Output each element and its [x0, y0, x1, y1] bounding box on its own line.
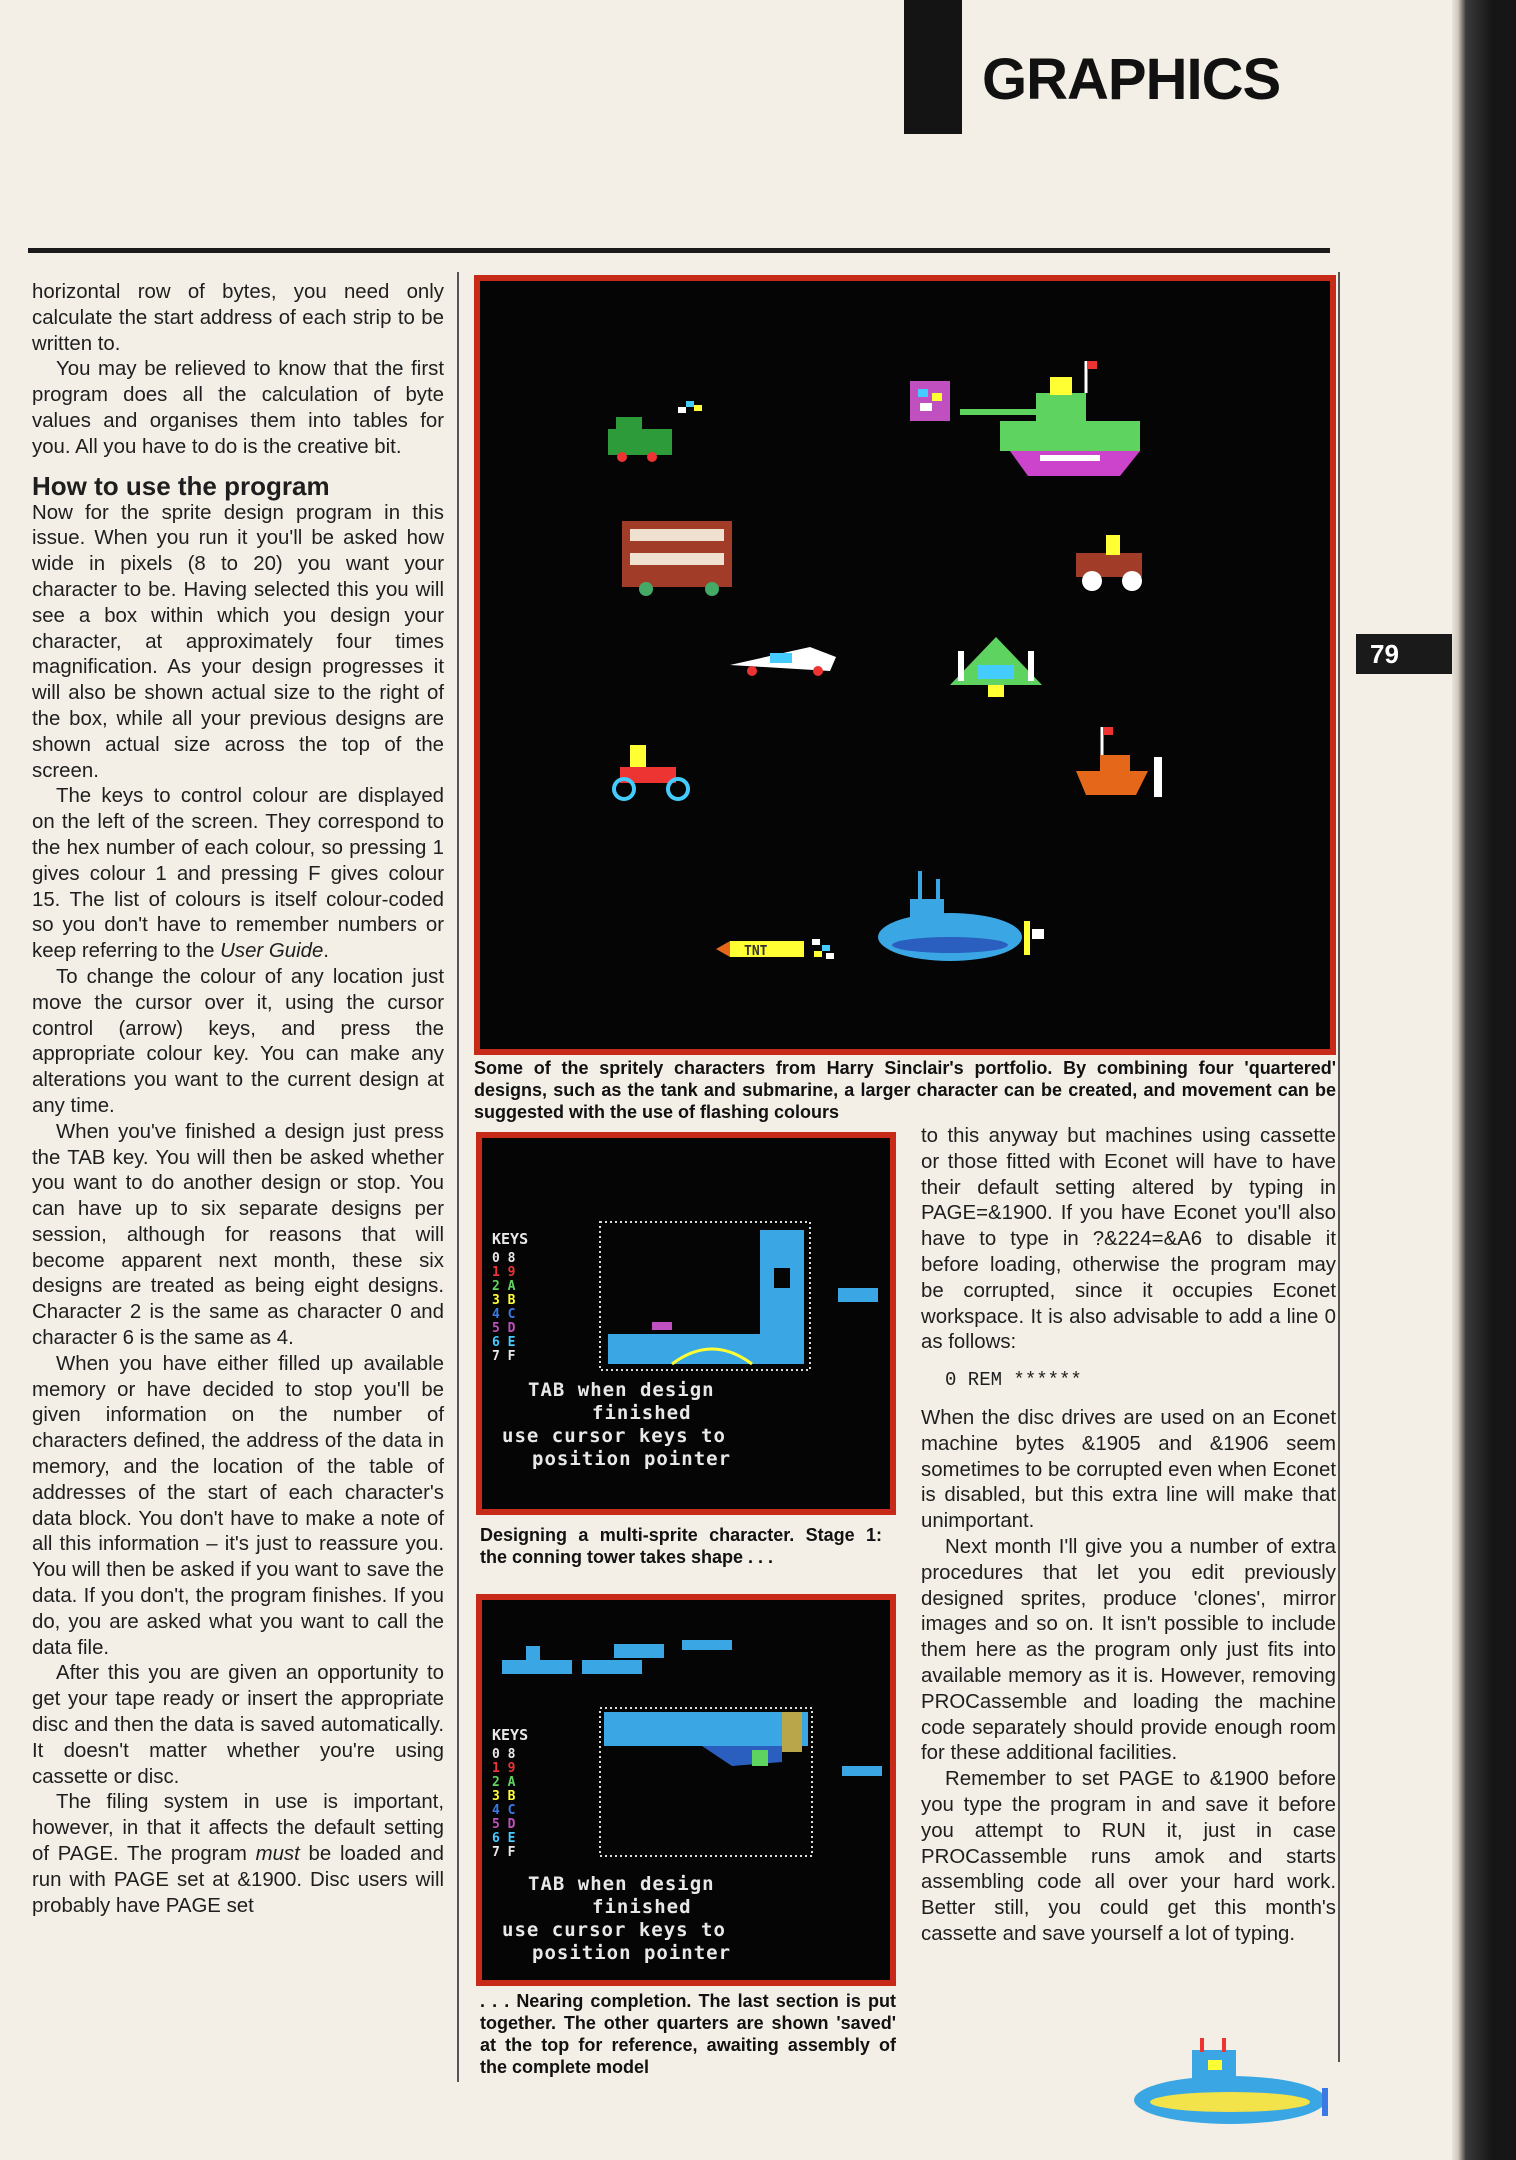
- smoke-burst-sprite: [910, 381, 950, 421]
- svg-text:0 8: 0 8: [492, 1747, 516, 1762]
- sprite-portfolio-screenshot: [474, 275, 1336, 1055]
- page-number: 79: [1356, 634, 1452, 674]
- cursor-instruction-line2: position pointer: [532, 1942, 732, 1964]
- motorbike-sprite: [614, 745, 688, 799]
- column-divider-right: [1338, 272, 1340, 2062]
- design-screen-stage1: [476, 1132, 896, 1515]
- svg-text:0 8: 0 8: [492, 1251, 516, 1266]
- header-rule: [28, 248, 1330, 253]
- main-figure-caption: Some of the spritely characters from Harry Sinclair's portfolio. By combining four 'quartered' designs, such as the tank and submarine, a larger character can be created, and movement can be suggested with the use of flashing colours: [474, 1058, 1336, 1122]
- stage1-caption: Designing a multi-sprite character. Stage 1: the conning tower takes shape . . .: [480, 1525, 882, 1567]
- header-black-bar: [904, 0, 962, 134]
- svg-text:6 E: 6 E: [492, 1335, 516, 1350]
- svg-text:6 E: 6 E: [492, 1831, 516, 1846]
- tab-instruction-line2: finished: [592, 1896, 692, 1918]
- design-screen-stage2: [476, 1594, 896, 1986]
- svg-text:5 D: 5 D: [492, 1817, 516, 1832]
- svg-text:5 D: 5 D: [492, 1321, 516, 1336]
- column-divider-left: [457, 272, 459, 2082]
- cursor-instruction-line1: use cursor keys to: [502, 1919, 726, 1941]
- svg-text:3 B: 3 B: [492, 1789, 516, 1804]
- code-line: 0 REM ******: [945, 1369, 1082, 1392]
- paragraph: to this anyway but machines using cassette or those fitted with Econet will have to have their default setting altered by typing in PAGE=&1900. If you have Econet you'll also have to type in ?&224=&A6 to disable it before loading, otherwise the program may be corrupted, since it occupies Econet workspace. It is also advisable to add a line 0 as follows:: [921, 1125, 1336, 1354]
- submarine-illustration: [1126, 2030, 1348, 2130]
- paragraph: When the disc drives are used on an Econet machine bytes &1905 and &1906 seem sometimes to be corrupted even when Econet is disabled, but this extra line will make that unimportant.: [921, 1406, 1336, 1533]
- paragraph: Remember to set PAGE to &1900 before you type the program in and save it before you attempt to RUN it, just in case PROCassemble runs amok and starts assembling code all over your hard work. Better still, you could get this month's cassette and save yourself a lot of typing.: [921, 1768, 1336, 1945]
- paragraph: When you have either filled up available memory or have decided to stop you'll be given information on the number of characters defined, the address of the data in memory, and the location of the table of addresses of the start of each character's data block. You don't have to make a note of all this information – it's just to reassure you. You will then be asked if you want to save the data. If you don't, the program finishes. If you do, you are asked what you want to call the data file.: [32, 1352, 444, 1659]
- tank-sprite: [960, 361, 1140, 476]
- boat-sprite: [1076, 727, 1162, 797]
- paragraph: To change the colour of any location just move the cursor over it, using the cursor control (arrow) keys, and press the appropriate colour key. You can make any alterations you want to the current design at any time.: [32, 965, 444, 1117]
- paragraph: horizontal row of bytes, you need only calculate the start address of each strip to be written to.: [32, 281, 444, 355]
- svg-text:4 C: 4 C: [492, 1803, 516, 1818]
- svg-text:1 9: 1 9: [492, 1761, 516, 1776]
- tab-instruction-line1: TAB when design: [528, 1873, 715, 1895]
- section-title: GRAPHICS: [982, 47, 1281, 112]
- svg-text:1 9: 1 9: [492, 1265, 516, 1280]
- bus-sprite: [622, 521, 732, 596]
- tab-instruction-line2: finished: [592, 1402, 692, 1424]
- svg-text:2 A: 2 A: [492, 1775, 516, 1790]
- svg-text:7 F: 7 F: [492, 1349, 516, 1364]
- svg-text:7 F: 7 F: [492, 1845, 516, 1860]
- text-column-left: [32, 280, 444, 1919]
- svg-text:3 B: 3 B: [492, 1293, 516, 1308]
- svg-text:4 C: 4 C: [492, 1307, 516, 1322]
- cursor-instruction-line2: position pointer: [532, 1448, 732, 1470]
- stage2-caption: . . . Nearing completion. The last section is put together. The other quarters are shown 'saved' at the top for reference, awaiting assembly of the complete model: [480, 1991, 896, 2077]
- spaceship-sprite: [950, 637, 1042, 697]
- svg-text:2 A: 2 A: [492, 1279, 516, 1294]
- page-edge: [1452, 0, 1516, 2160]
- paragraph: You may be relieved to know that the first program does all the calculation of byte values and organises them into tables for you. All you have to do is the creative bit.: [32, 358, 444, 458]
- paragraph: Now for the sprite design program in this issue. When you run it you'll be asked how wide in pixels (8 to 20) you want your character to be. Having selected this you will see a box within which you design your character, at approximately four times magnification. As your design progresses it will also be shown actual size to the right of the box, while all your previous designs are shown actual size across the top of the screen.: [32, 501, 444, 782]
- keys-title: KEYS: [492, 1726, 529, 1744]
- tab-instruction-line1: TAB when design: [528, 1379, 715, 1401]
- submarine-sprite: [878, 871, 1044, 961]
- tnt-label: TNT: [744, 944, 768, 959]
- race-car-sprite: [730, 647, 836, 676]
- paragraph: The keys to control colour are displayed on the left of the screen. They correspond to the hex number of each colour, so pressing 1 gives colour 1 and pressing F gives colour 15. The list of colours is itself colour-coded so you don't have to remember numbers or keep referring to the User Guide.: [32, 785, 444, 963]
- tractor-sprite: [1076, 535, 1142, 591]
- cursor-instruction-line1: use cursor keys to: [502, 1425, 726, 1447]
- text-column-right: [921, 1124, 1336, 1948]
- paragraph: After this you are given an opportunity to get your tape ready or insert the appropriate disc and then the data is saved automatically. It doesn't matter whether you're using cassette or disc.: [32, 1662, 444, 1788]
- tnt-missile-sprite: [716, 939, 834, 959]
- paragraph: The filing system in use is important, however, in that it affects the default setting of PAGE. The program must be loaded and run with PAGE set at &1900. Disc users will probably have PAGE set: [32, 1791, 444, 1917]
- paragraph: When you've finished a design just press the TAB key. You will then be asked whether you want to do another design or stop. You can have up to six separate designs per session, although for reasons that will become apparent next month, these six designs are treated as being eight designs. Character 2 is the same as character 0 and character 6 is the same as 4.: [32, 1120, 444, 1350]
- keys-title: KEYS: [492, 1230, 529, 1248]
- paragraph: Next month I'll give you a number of extra procedures that let you edit previously designed sprites, produce 'clones', mirror images and so on. It isn't possible to include them here as the program only just fits into available memory as it is. However, removing PROCassemble and loading the machine code separately should provide enough room for these additional facilities.: [921, 1535, 1336, 1765]
- train-sprite: [608, 401, 702, 462]
- section-heading: How to use the program: [32, 470, 330, 501]
